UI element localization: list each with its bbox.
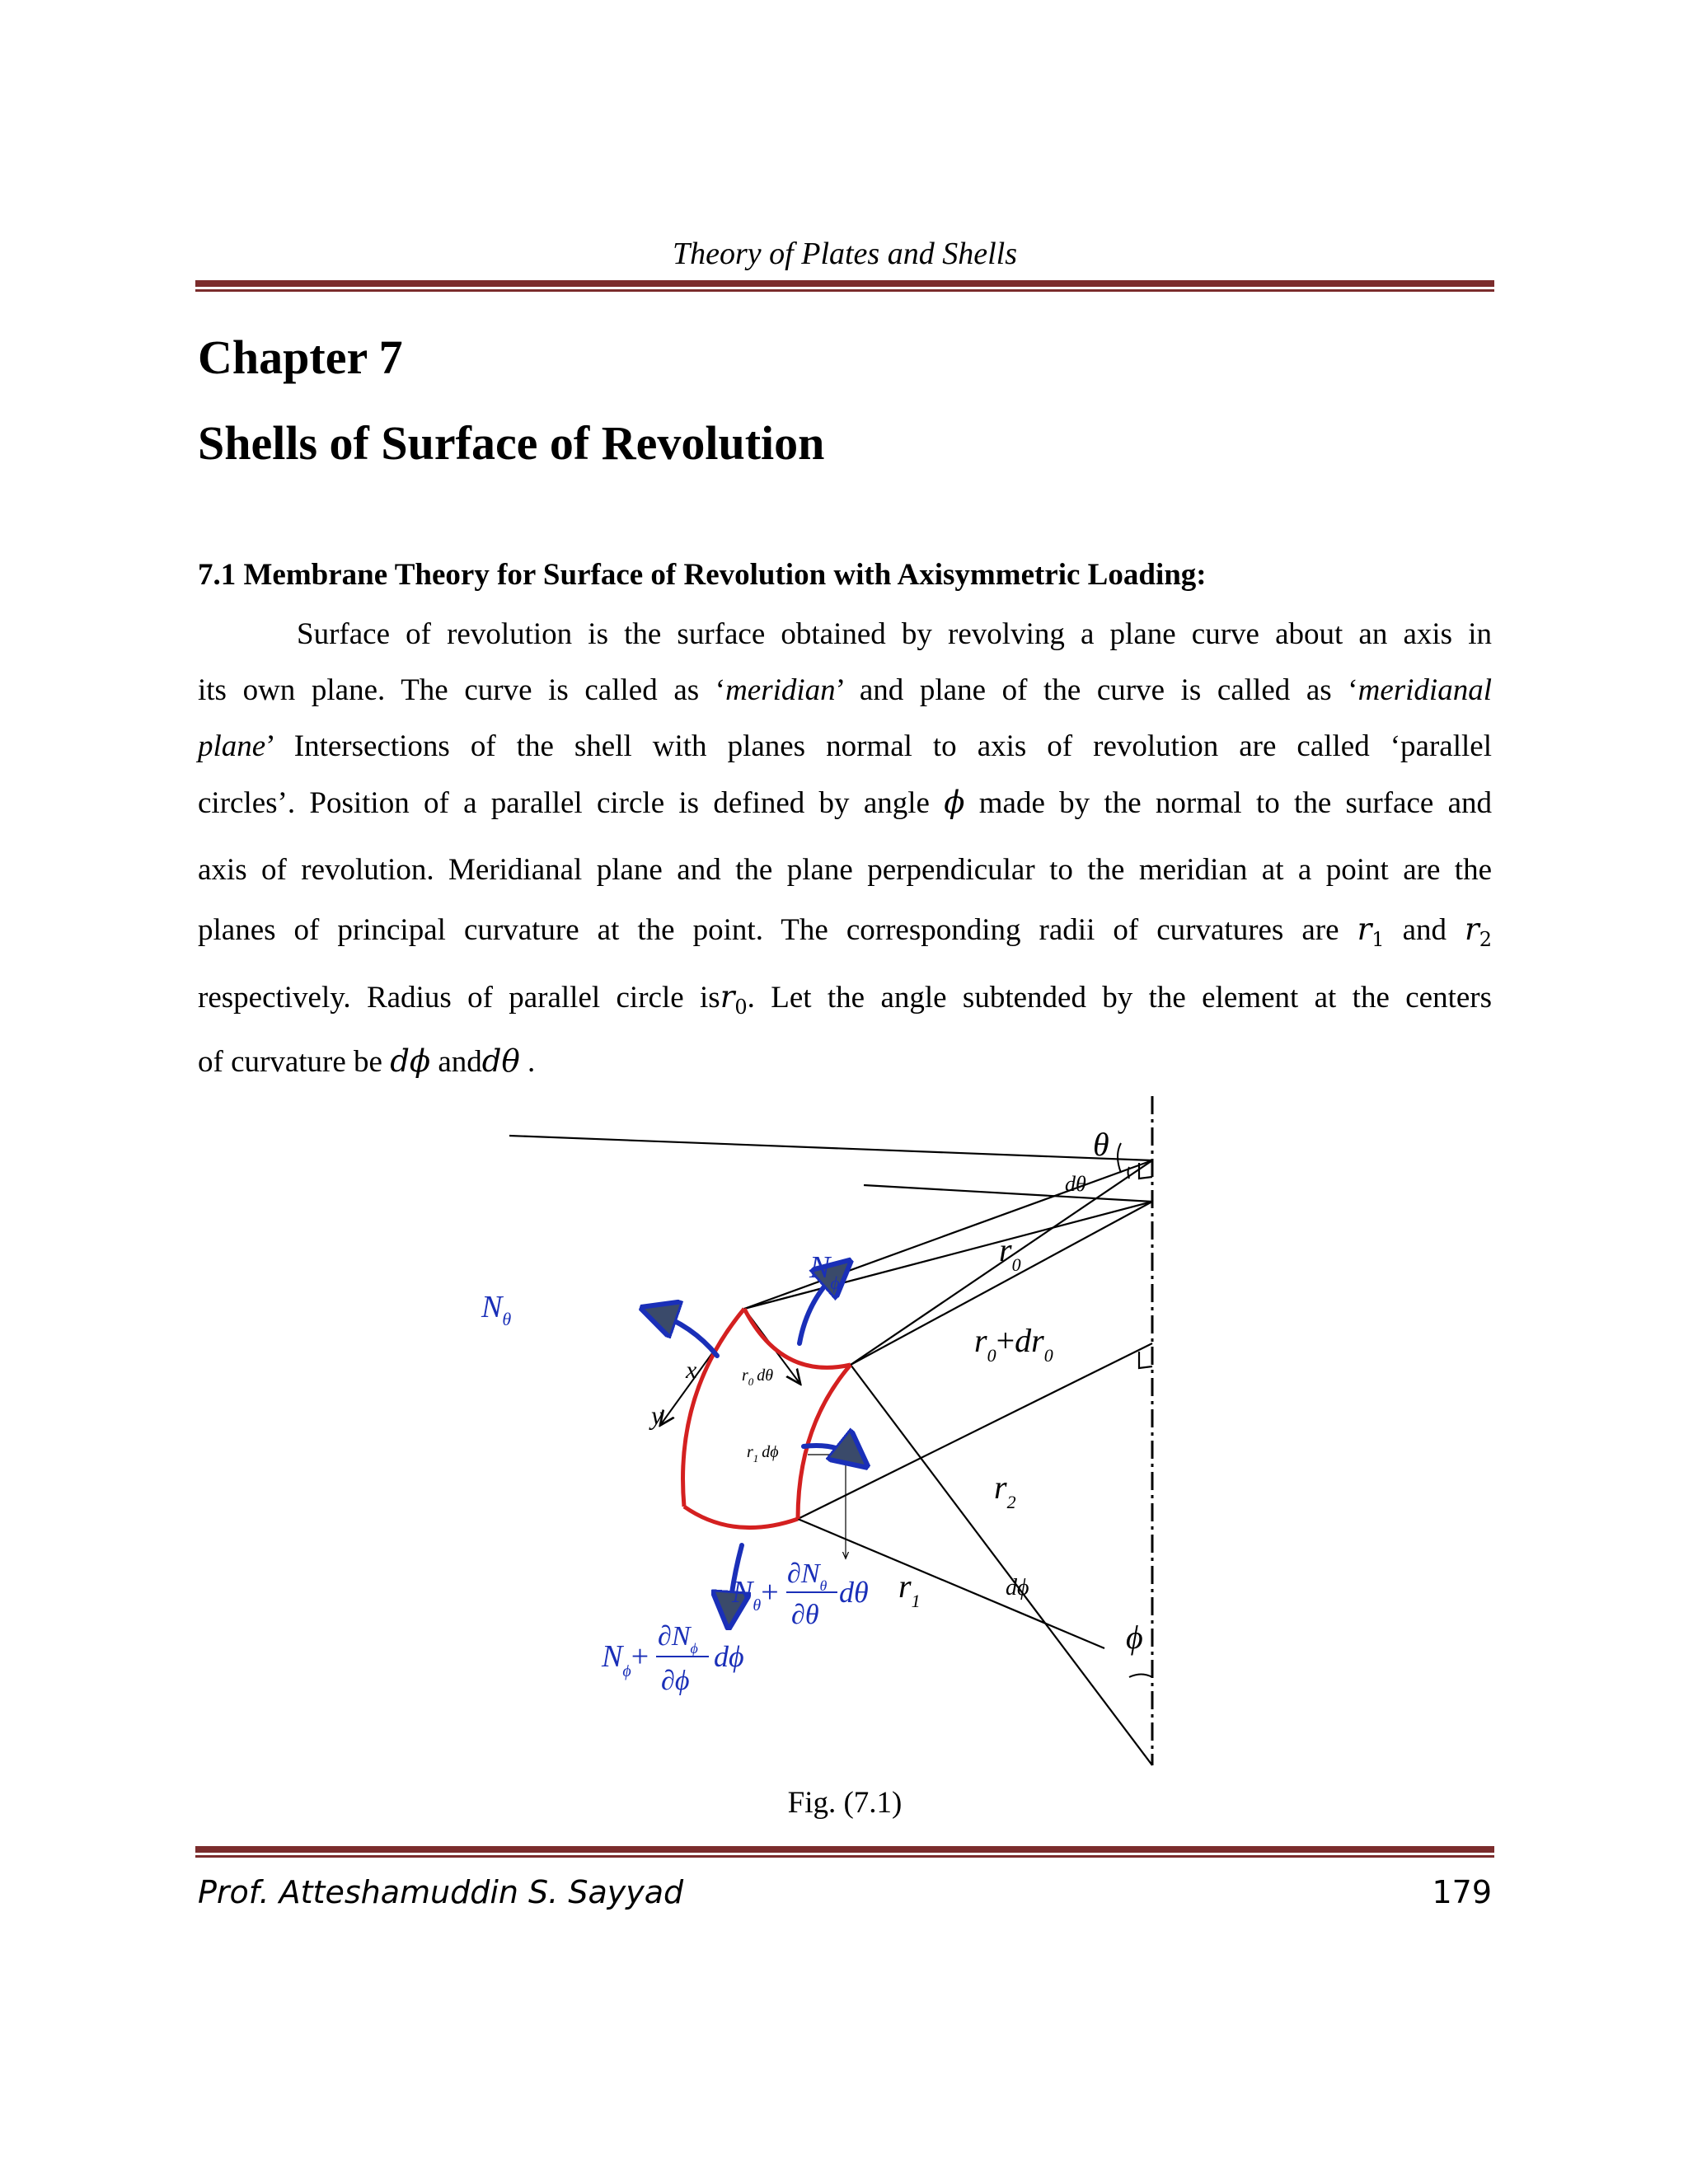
label-r0-plus-dr0: $r_0+dr_0$ bbox=[974, 1322, 1053, 1366]
paragraph-line-3: plane’ Intersections of the shell with planes normal to axis of revolution are called ‘parallel bbox=[198, 729, 1492, 763]
label-n-phi: $N_\phi$ bbox=[809, 1250, 840, 1293]
chapter-title: Shells of Surface of Revolution bbox=[198, 416, 825, 470]
n-theta-plus-arrow bbox=[804, 1446, 857, 1459]
label-r1-dphi: $r_1$ dϕ bbox=[747, 1443, 779, 1465]
svg-text:∂θ: ∂θ bbox=[791, 1600, 819, 1630]
footer-rule bbox=[195, 1846, 1494, 1858]
symbol-r1: $r_1$ bbox=[1357, 912, 1385, 951]
svg-text:dθ: dθ bbox=[839, 1576, 869, 1609]
symbol-r0: $r_0$ bbox=[720, 979, 748, 1019]
paragraph-line-7: respectively. Radius of parallel circle isr$_0$. Let the angle subtended by the element at the centers bbox=[198, 979, 1492, 1019]
term-meridianal: meridianal bbox=[1357, 673, 1492, 707]
shell-element-edges bbox=[683, 1309, 851, 1528]
dtheta-arc bbox=[1128, 1167, 1130, 1179]
label-r0: $r_0$ bbox=[999, 1231, 1021, 1275]
label-x: x bbox=[686, 1357, 697, 1384]
right-angle-marker-2 bbox=[1139, 1352, 1152, 1368]
dphi-arc bbox=[1081, 1620, 1101, 1625]
paragraph-line-6: planes of principal curvature at the point. The corresponding radii of curvatures are $r_1$ and $r_2$ bbox=[198, 912, 1492, 951]
paragraph-line-1: Surface of revolution is the surface obtained by revolving a plane curve about an axis in bbox=[297, 617, 1492, 651]
label-r0-dtheta: $r_0$ dθ bbox=[742, 1366, 774, 1388]
label-y: y bbox=[651, 1400, 663, 1430]
n-theta-arrow bbox=[654, 1312, 717, 1356]
figure-svg bbox=[470, 1096, 1294, 1772]
svg-text:dϕ: dϕ bbox=[714, 1640, 744, 1673]
theta-arc bbox=[1118, 1143, 1121, 1173]
label-n-theta: $N_\theta$ bbox=[481, 1290, 512, 1329]
symbol-phi: ϕ bbox=[944, 785, 965, 820]
figure-caption: Fig. (7.1) bbox=[787, 1786, 903, 1820]
footer-author: Prof. Atteshamuddin S. Sayyad bbox=[198, 1874, 684, 1910]
force-labels bbox=[481, 1250, 869, 1696]
label-dtheta: dθ bbox=[1065, 1172, 1086, 1196]
symbol-dtheta: dθ bbox=[481, 1043, 520, 1079]
term-plane: plane bbox=[198, 729, 266, 763]
label-n-phi-increment bbox=[601, 1621, 744, 1696]
figure-shell-element bbox=[470, 1096, 1294, 1772]
paragraph-line-4: circles’. Position of a parallel circle is defined by angle ϕ made by the normal to the surface and bbox=[198, 785, 1493, 820]
paragraph-line-8: of curvature be dϕ anddθ . bbox=[198, 1043, 536, 1079]
phi-arc bbox=[1129, 1675, 1152, 1678]
section-heading: 7.1 Membrane Theory for Surface of Revolution with Axisymmetric Loading: bbox=[198, 558, 1207, 592]
label-phi: ϕ bbox=[1126, 1619, 1143, 1656]
svg-text:Nθ+: $N_\theta+$ bbox=[732, 1575, 779, 1615]
svg-text:Nϕ+: $N_\phi+$ bbox=[602, 1639, 649, 1680]
reference-line bbox=[509, 1136, 1152, 1160]
label-dphi: dϕ bbox=[1006, 1575, 1029, 1601]
chapter-number: Chapter 7 bbox=[198, 330, 403, 384]
svg-text:∂ϕ: ∂ϕ bbox=[661, 1666, 690, 1696]
symbol-dphi: dϕ bbox=[390, 1043, 431, 1079]
label-r1: $r_1$ bbox=[898, 1568, 921, 1611]
symbol-r2: $r_2$ bbox=[1465, 912, 1492, 951]
label-theta: θ bbox=[1093, 1126, 1109, 1163]
paragraph-line-5: axis of revolution. Meridianal plane and the plane perpendicular to the meridian at a point are the bbox=[198, 853, 1492, 887]
geometry-labels bbox=[649, 1126, 1143, 1656]
svg-text:∂Nϕ: $\partial N_\phi$ bbox=[658, 1621, 698, 1657]
running-header: Theory of Plates and Shells bbox=[673, 237, 1017, 271]
paragraph-line-2: its own plane. The curve is called as ‘meridian’ and plane of the curve is called as ‘meridianal bbox=[198, 673, 1492, 707]
label-n-theta-increment bbox=[731, 1558, 869, 1630]
construction-lines bbox=[744, 1179, 1152, 1765]
page-number: 179 bbox=[1432, 1874, 1492, 1910]
svg-text:∂Nθ: $\partial N_\theta$ bbox=[787, 1558, 828, 1594]
term-meridian: meridian bbox=[725, 673, 836, 707]
label-r2: $r_2$ bbox=[994, 1469, 1016, 1512]
header-rule bbox=[195, 280, 1494, 292]
